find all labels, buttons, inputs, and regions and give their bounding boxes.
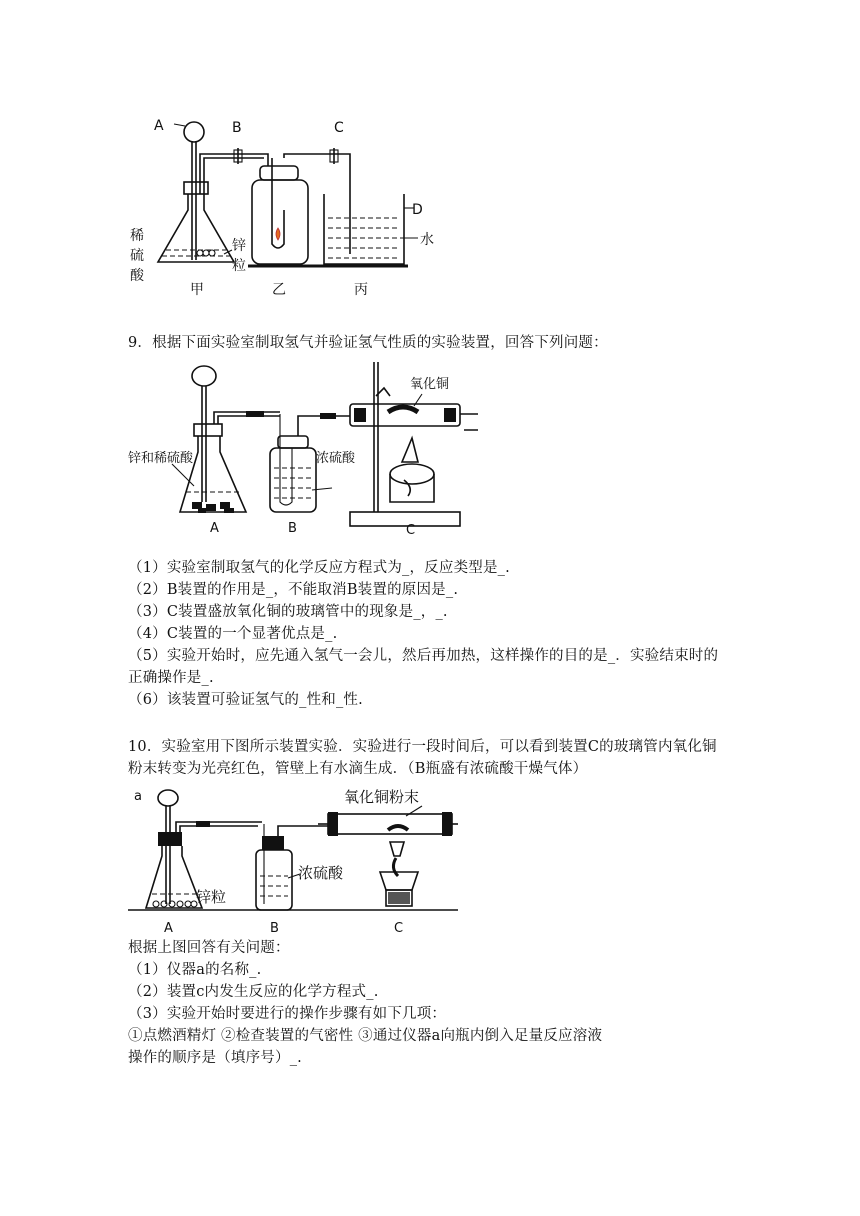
- label-conc-acid: 浓硫酸: [298, 864, 344, 882]
- q10-line-6: 操作的顺序是（填序号）_.: [128, 1050, 302, 1066]
- q9-line-1: （1）实验室制取氢气的化学反应方程式为_，反应类型是_.: [128, 560, 510, 576]
- q10-line-2: （1）仪器a的名称_.: [128, 962, 262, 978]
- label-conc-acid: 浓硫酸: [316, 451, 356, 466]
- label-zinc-2: 粒: [232, 258, 246, 274]
- q9-title: 9．根据下面实验室制取氢气并验证氢气性质的实验装置，回答下列问题：: [128, 335, 608, 351]
- figure-q10-apparatus: [128, 786, 458, 936]
- label-b: B: [288, 521, 297, 534]
- label-c: C: [406, 523, 416, 534]
- label-a-lower: a: [134, 789, 142, 804]
- label-copper-oxide: 氧化铜: [410, 377, 450, 392]
- label-zinc: 锌粒: [196, 888, 227, 906]
- q10-line-4: （3）实验开始时要进行的操作步骤有如下几项：: [128, 1006, 447, 1022]
- figure-q9-apparatus: [128, 362, 478, 534]
- q9-line-3: （3）C装置盛放氧化铜的玻璃管中的现象是_，_.: [128, 604, 448, 620]
- q10-line-5: ①点燃酒精灯 ②检查装置的气密性 ③通过仪器a向瓶内倒入足量反应溶液: [128, 1028, 603, 1044]
- q9-line-2: （2）B装置的作用是_，不能取消B装置的原因是_.: [128, 582, 459, 598]
- q10-title-2: 粉末转变为光亮红色，管壁上有水滴生成．（B瓶盛有浓硫酸干燥气体）: [128, 761, 588, 777]
- label-c: C: [334, 120, 344, 136]
- label-acid-2: 硫: [130, 248, 144, 264]
- q10-line-1: 根据上图回答有关问题：: [128, 940, 290, 956]
- label-acid-3: 酸: [130, 268, 144, 284]
- label-jia: 甲: [190, 282, 204, 298]
- label-bing: 丙: [354, 282, 368, 298]
- label-c: C: [394, 921, 404, 936]
- label-zinc-acid: 锌和稀硫酸: [128, 451, 194, 466]
- label-d: D: [412, 202, 423, 218]
- thistle-funnel-a: [184, 122, 204, 260]
- q9-line-7: （6）该装置可验证氢气的_性和_性.: [128, 692, 363, 708]
- q9-line-4: （4）C装置的一个显著优点是_.: [128, 626, 338, 642]
- figure-1-apparatus: [128, 110, 448, 300]
- label-a: A: [210, 521, 219, 534]
- label-zinc-1: 锌: [232, 238, 246, 254]
- label-a: A: [154, 118, 164, 134]
- beaker-bing: [324, 194, 404, 264]
- q9-line-6: 正确操作是_.: [128, 670, 214, 686]
- label-yi: 乙: [272, 282, 286, 298]
- q10-title-1: 10．实验室用下图所示装置实验．实验进行一段时间后，可以看到装置C的玻璃管内氧化铜: [128, 739, 717, 755]
- label-acid-1: 稀: [130, 228, 144, 244]
- q9-line-5: （5）实验开始时，应先通入氢气一会儿，然后再加热，这样操作的目的是_．实验结束时的: [128, 648, 719, 664]
- label-copper-oxide-powder: 氧化铜粉末: [344, 788, 420, 806]
- q10-line-3: （2）装置c内发生反应的化学方程式_.: [128, 984, 379, 1000]
- label-water: 水: [420, 232, 434, 248]
- label-a: A: [164, 921, 173, 936]
- label-b: B: [270, 921, 279, 936]
- bottle-yi: [252, 158, 308, 264]
- label-b: B: [232, 120, 242, 136]
